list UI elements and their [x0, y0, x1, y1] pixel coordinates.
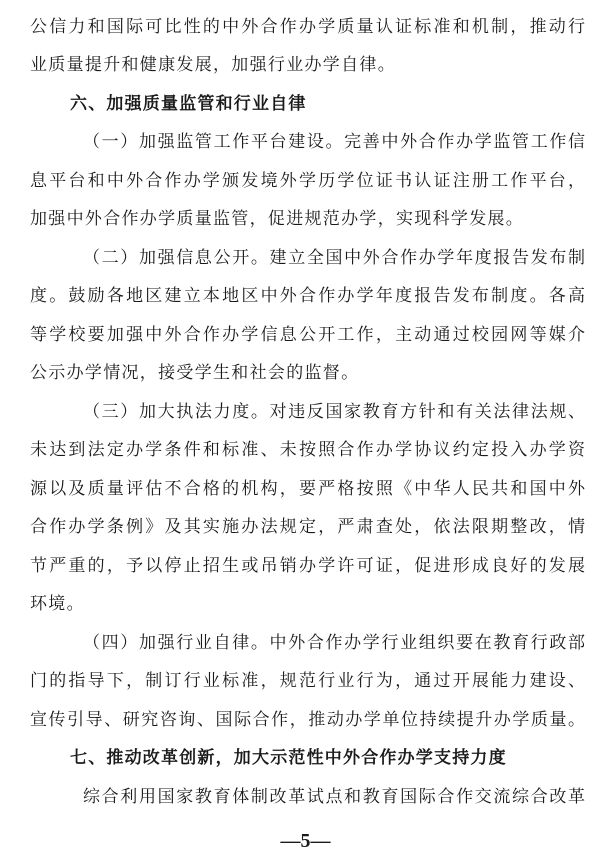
text-line: （三）加大执法力度。对违反国家教育方针和有关法律法规、	[83, 402, 585, 422]
text-line: 门的指导下，制订行业标准，规范行业行为，通过开展能力建设、	[30, 671, 585, 691]
text-line: 综合利用国家教育体制改革试点和教育国际合作交流综合改革	[83, 787, 585, 807]
page-number: —5—	[280, 830, 331, 852]
text-line: （一）加强监管工作平台建设。完善中外合作办学监管工作信	[83, 132, 585, 152]
text-line: 宣传引导、研究咨询、国际合作，推动办学单位持续提升办学质量。	[30, 710, 585, 730]
text-line: 合作办学条例》及其实施办法规定，严肃查处，依法限期整改，情	[30, 517, 585, 537]
text-line: 节严重的，予以停止招生或吊销办学许可证，促进形成良好的发展	[30, 556, 585, 576]
text-line: 业质量提升和健康发展，加强行业办学自律。	[30, 55, 396, 75]
text-line: 等学校要加强中外合作办学信息公开工作，主动通过校园网等媒介	[30, 325, 585, 345]
section-heading: 七、推动改革创新，加大示范性中外合作办学支持力度	[70, 748, 507, 768]
text-line: 环境。	[30, 594, 85, 614]
text-line: （二）加强信息公开。建立全国中外合作办学年度报告发布制	[83, 248, 585, 268]
text-line: 加强中外合作办学质量监管，促进规范办学，实现科学发展。	[30, 209, 525, 229]
text-line: 公示办学情况，接受学生和社会的监督。	[30, 363, 360, 383]
text-line: （四）加强行业自律。中外合作办学行业组织要在教育行政部	[83, 633, 585, 653]
text-line: 公信力和国际可比性的中外合作办学质量认证标准和机制，推动行	[30, 17, 585, 37]
text-line: 未达到法定办学条件和标准、未按照合作办学协议约定投入办学资	[30, 440, 585, 460]
text-line: 源以及质量评估不合格的机构，要严格按照《中华人民共和国中外	[30, 479, 585, 499]
text-line: 息平台和中外合作办学颁发境外学历学位证书认证注册工作平台，	[30, 171, 585, 191]
section-heading: 六、加强质量监管和行业自律	[70, 94, 307, 114]
text-line: 度。鼓励各地区建立本地区中外合作办学年度报告发布制度。各高	[30, 286, 585, 306]
